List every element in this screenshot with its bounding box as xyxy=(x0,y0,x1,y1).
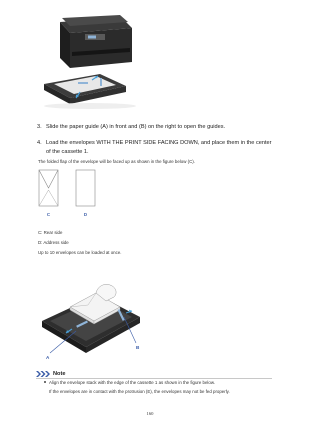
step-number: 3. xyxy=(37,124,42,130)
note-chevrons-icon xyxy=(36,371,50,377)
envelope-label-d: D xyxy=(83,212,88,217)
note-title: Note xyxy=(53,371,66,377)
step-text-line-1: Load the envelopes WITH THE PRINT SIDE FACING DOWN, and place them in the center xyxy=(46,140,272,146)
note-bullet-line-2: If the envelopes are in contact with the protrusion (E), the envelopes may not be fed properly. xyxy=(49,389,230,394)
cassette-envelope-illustration xyxy=(36,281,146,361)
note-divider xyxy=(36,378,272,379)
rear-side-caption: C: Rear side xyxy=(38,230,63,235)
guide-label-a: A xyxy=(46,355,50,360)
step-number: 4. xyxy=(37,140,42,146)
envelope-illustration xyxy=(36,168,106,220)
capacity-note: Up to 10 envelopes can be loaded at once. xyxy=(38,250,122,255)
guide-label-b: B xyxy=(136,345,140,350)
note-bullet-line-1: Align the envelope stack with the edge of the cassette 1 as shown in the figure below. xyxy=(49,380,215,385)
bullet-dot-icon xyxy=(44,381,46,383)
page-number: 160 xyxy=(146,411,154,416)
step-text: Slide the paper guide (A) in front and (B) on the right to open the guides. xyxy=(46,124,226,130)
envelope-label-c: C xyxy=(46,212,51,217)
flap-note: The folded flap of the envelope will be faced up as shown in the figure below (C). xyxy=(38,159,195,164)
printer-cassette-illustration xyxy=(30,14,150,110)
address-side-caption: D: Address side xyxy=(38,240,69,245)
step-text-line-2: of the cassette 1. xyxy=(46,149,89,155)
